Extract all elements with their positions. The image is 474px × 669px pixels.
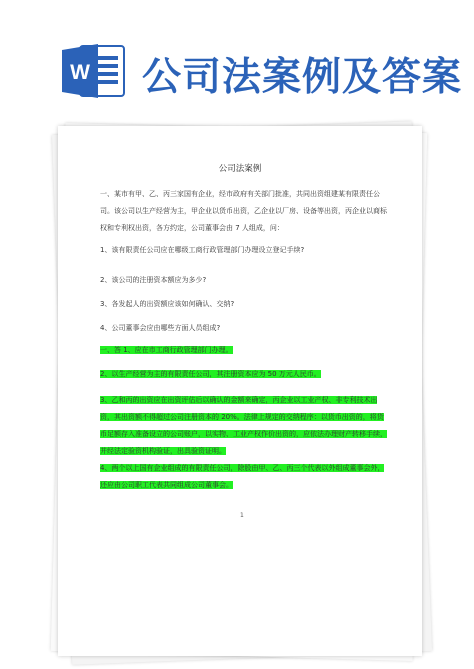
answer-4-text: 4、两个以上国有企业组成的有限责任公司，除股由甲、乙、丙三个代表以外组成董事会外，还应由公司职工代表共同组成公司董事会。	[100, 464, 385, 489]
answer-4	[100, 460, 390, 494]
document-title: 公司法案例	[218, 164, 262, 174]
answer-3	[100, 392, 390, 460]
page-number: 1	[240, 512, 244, 519]
question-2: 2、该公司的注册资本额应为多少?	[100, 276, 207, 284]
word-document-icon	[62, 42, 126, 100]
answer-1	[100, 342, 233, 359]
question-1: 1、该有限责任公司应在哪级工商行政管理部门办理设立登记手续?	[100, 246, 305, 254]
banner-title: 公司法案例及答案	[142, 55, 463, 100]
question-4: 4、公司董事会应由哪些方面人员组成?	[100, 324, 221, 332]
word-logo-letter: W	[70, 61, 90, 84]
document-page	[58, 126, 422, 656]
answer-2-text: 2、以生产经营为主的有限责任公司，其注册资本应为 50 万元人民币。	[100, 370, 321, 378]
case-intro: 一、某市有甲、乙、丙三家国有企业，经市政府有关部门批准，共同出资组建某有限责任公司。该公司以生产经营为主，甲企业以货币出资，乙企业以厂房、设备等出资，丙企业以商标权和专利权出资，各方约定，公司董事会由 7 人组成，问：	[100, 190, 387, 232]
question-3: 3、各发起人的出资额应该如何确认、交纳?	[100, 300, 235, 308]
answer-3-text: 3、乙和丙的出资应在出资评估后以确认的金额来确定，丙企业以工业产权、非专利技术出资，其出资额不得超过公司注册资本的 20%。法律上规定的交纳程序：以货币出资的，将货币足额存入准备设立的公司账户，以实物、工业产权作价出资的，应依法办理财产转移手续，并经法定验资机构验证，出具验资证明。	[100, 396, 387, 455]
banner	[0, 0, 474, 120]
answer-2	[100, 366, 321, 383]
answer-1-text: 一、答 1、应在市工商行政管理部门办理。	[100, 346, 233, 354]
